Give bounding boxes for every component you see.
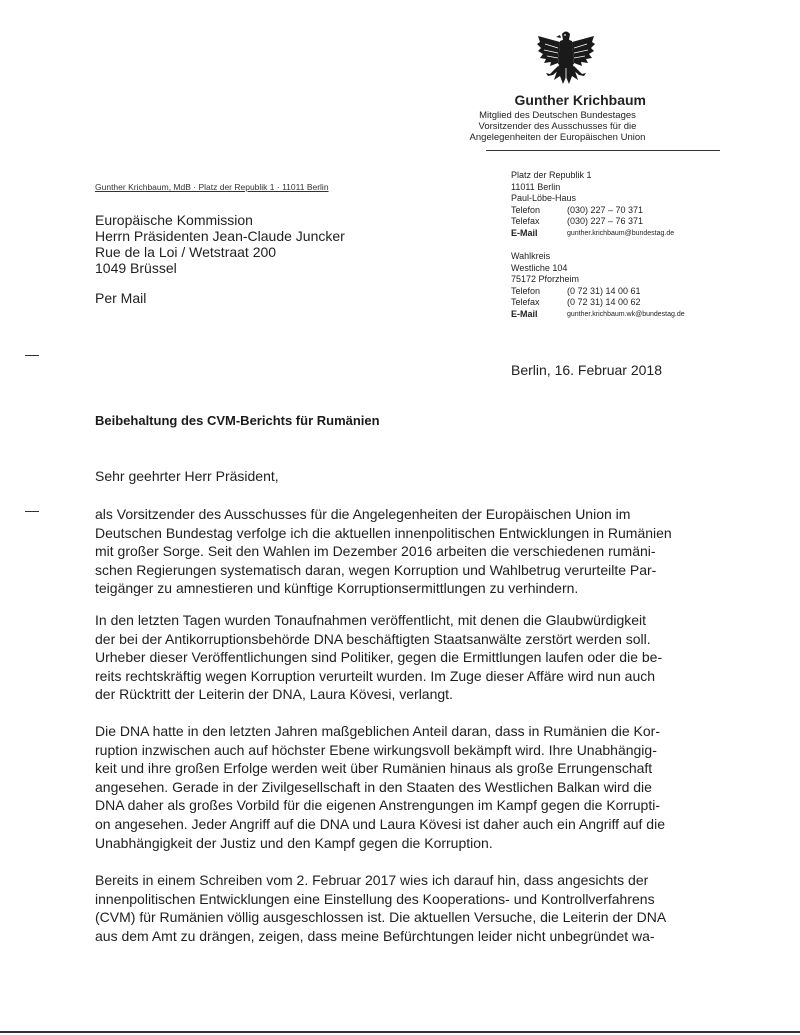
paragraph-line: keit und ihre großen Erfolge werden weit über Rumänien hinaus als große Errungenschaft [95,760,653,777]
contact-fax-row [511,297,685,309]
contact-berlin [511,170,674,239]
body-paragraph [95,871,735,945]
recipient-line: Europäische Kommission [95,212,253,228]
paragraph-line: Die DNA hatte in den letzten Jahren maßgeblichen Anteil daran, dass in Rumänien die Kor- [95,723,660,739]
paragraph-line: schen Regierungen systematisch daran, wegen Korruption und Wahlbetrug verurteilte Par- [95,561,657,578]
letterhead-title-line: Mitglied des Deutschen Bundestages [479,110,636,121]
contact-line: Paul-Löbe-Haus [511,193,577,203]
contact-email: gunther.krichbaum@bundestag.de [567,229,675,237]
contact-line: Platz der Republik 1 [511,170,592,180]
contact-value: (0 72 31) 14 00 62 [567,297,641,307]
contact-label: E-Mail [511,227,538,238]
page-bottom-edge [0,1031,800,1033]
contact-label: Telefax [511,297,540,307]
contact-value: (030) 227 – 70 371 [567,204,644,215]
contact-line: Westliche 104 [511,262,568,273]
contact-email-row [511,309,685,321]
contact-label: Telefon [511,204,541,215]
contact-wahlkreis [511,251,685,320]
paragraph-line: aus dem Amt zu drängen, zeigen, dass meine Befürchtungen leider nicht unbegründet wa- [95,927,655,944]
body-paragraph [95,722,735,852]
paragraph-line: on angesehen. Jeder Angriff auf die DNA und Laura Kövesi ist daher auch ein Angriff auf die [95,815,665,832]
fold-mark [25,511,39,512]
contact-phone-row [511,205,674,217]
paragraph-line: Unabhängigkeit der Justiz und den Kampf gegen die Korruption. [95,834,493,851]
contact-label: E-Mail [511,308,538,319]
contact-value: (030) 227 – 76 371 [567,216,644,226]
contact-value: (0 72 31) 14 00 61 [567,285,641,296]
contact-fax-row [511,216,674,228]
paragraph-line: als Vorsitzender des Ausschusses für die Angelegenheiten der Europäischen Union im [95,506,631,522]
body-paragraph [95,505,735,598]
paragraph-line: In den letzten Tagen wurden Tonaufnahmen veröffentlicht, mit denen die Glaubwürdigkeit [95,612,647,628]
recipient-line: Rue de la Loi / Wetstraat 200 [95,244,277,260]
paragraph-line: innenpolitischen Entwicklungen eine Einstellung des Kooperations- und Kontrollverfahrens [95,890,655,907]
paragraph-line: Urheber dieser Veröffentlichungen sind Politiker, gegen die Ermittlungen laufen oder die be- [95,649,663,666]
paragraph-line: DNA daher als großes Vorbild für die eigenen Anstrengungen im Kampf gegen die Korrupti- [95,797,661,814]
paragraph-line: Deutschen Bundestag verfolge ich die aktuellen innenpolitischen Entwicklungen in Rumänien [95,524,672,541]
paragraph-line: der Rücktritt der Leiterin der DNA, Laura Kövesi, verlangt. [95,686,453,703]
paragraph-line: der bei der Antikorruptionsbehörde DNA beschäftigten Staatsanwälte zerstört werden soll. [95,630,651,647]
letterhead-title-line: Vorsitzender des Ausschusses für die [478,121,637,132]
contact-line: 11011 Berlin [511,181,561,192]
recipient-line: Herrn Präsidenten Jean-Claude Juncker [95,228,345,244]
contact-email: gunther.krichbaum.wk@bundestag.de [567,310,685,318]
body-paragraph [95,611,735,704]
contact-phone-row [511,286,685,298]
letterhead-rule [486,150,720,151]
paragraph-line: teigänger zu amnestieren und künftige Korruptionsermittlungen zu verhindern. [95,580,579,597]
paragraph-line: (CVM) für Rumänien völlig ausgeschlossen ist. Die aktuellen Versuche, die Leiterin der DNA [95,909,667,926]
paragraph-line: mit großer Sorge. Seit den Wahlen im Dezember 2016 arbeiten die verschiedenen rumäni- [95,543,656,560]
paragraph-line: Bereits in einem Schreiben vom 2. Februar 2017 wies ich darauf hin, dass angesichts der [95,872,649,888]
letterhead-title-line: Angelegenheiten der Europäischen Union [469,132,646,143]
paragraph-line: angesehen. Gerade in der Zivilgesellschaft in den Staaten des Westlichen Balkan wird die [95,778,652,795]
paragraph-line: reits rechtskräftig wegen Korruption verurteilt wurden. Im Zuge dieser Affäre wird nun auch [95,667,656,684]
return-address: Gunther Krichbaum, MdB · Platz der Republik 1 · 11011 Berlin [95,182,329,192]
contact-line: 75172 Pforzheim [511,274,580,284]
recipient-address [95,212,345,276]
contact-email-row [511,228,674,240]
letterhead-name: Gunther Krichbaum [514,92,646,108]
salutation: Sehr geehrter Herr Präsident, [95,468,279,484]
recipient-line: 1049 Brüssel [95,260,177,276]
delivery-method: Per Mail [95,290,147,306]
contact-label: Telefax [511,216,540,226]
letter-subject: Beibehaltung des CVM-Berichts für Rumänien [95,413,380,428]
fold-mark [25,355,39,356]
letter-date: Berlin, 16. Februar 2018 [511,362,662,378]
contact-label: Telefon [511,285,541,296]
paragraph-line: ruption inzwischen auch auf höchster Ebene wirkungsvoll bekämpft wird. Ihre Unabhängig- [95,741,657,758]
contact-line: Wahlkreis [511,251,551,261]
federal-eagle-logo [536,28,596,94]
